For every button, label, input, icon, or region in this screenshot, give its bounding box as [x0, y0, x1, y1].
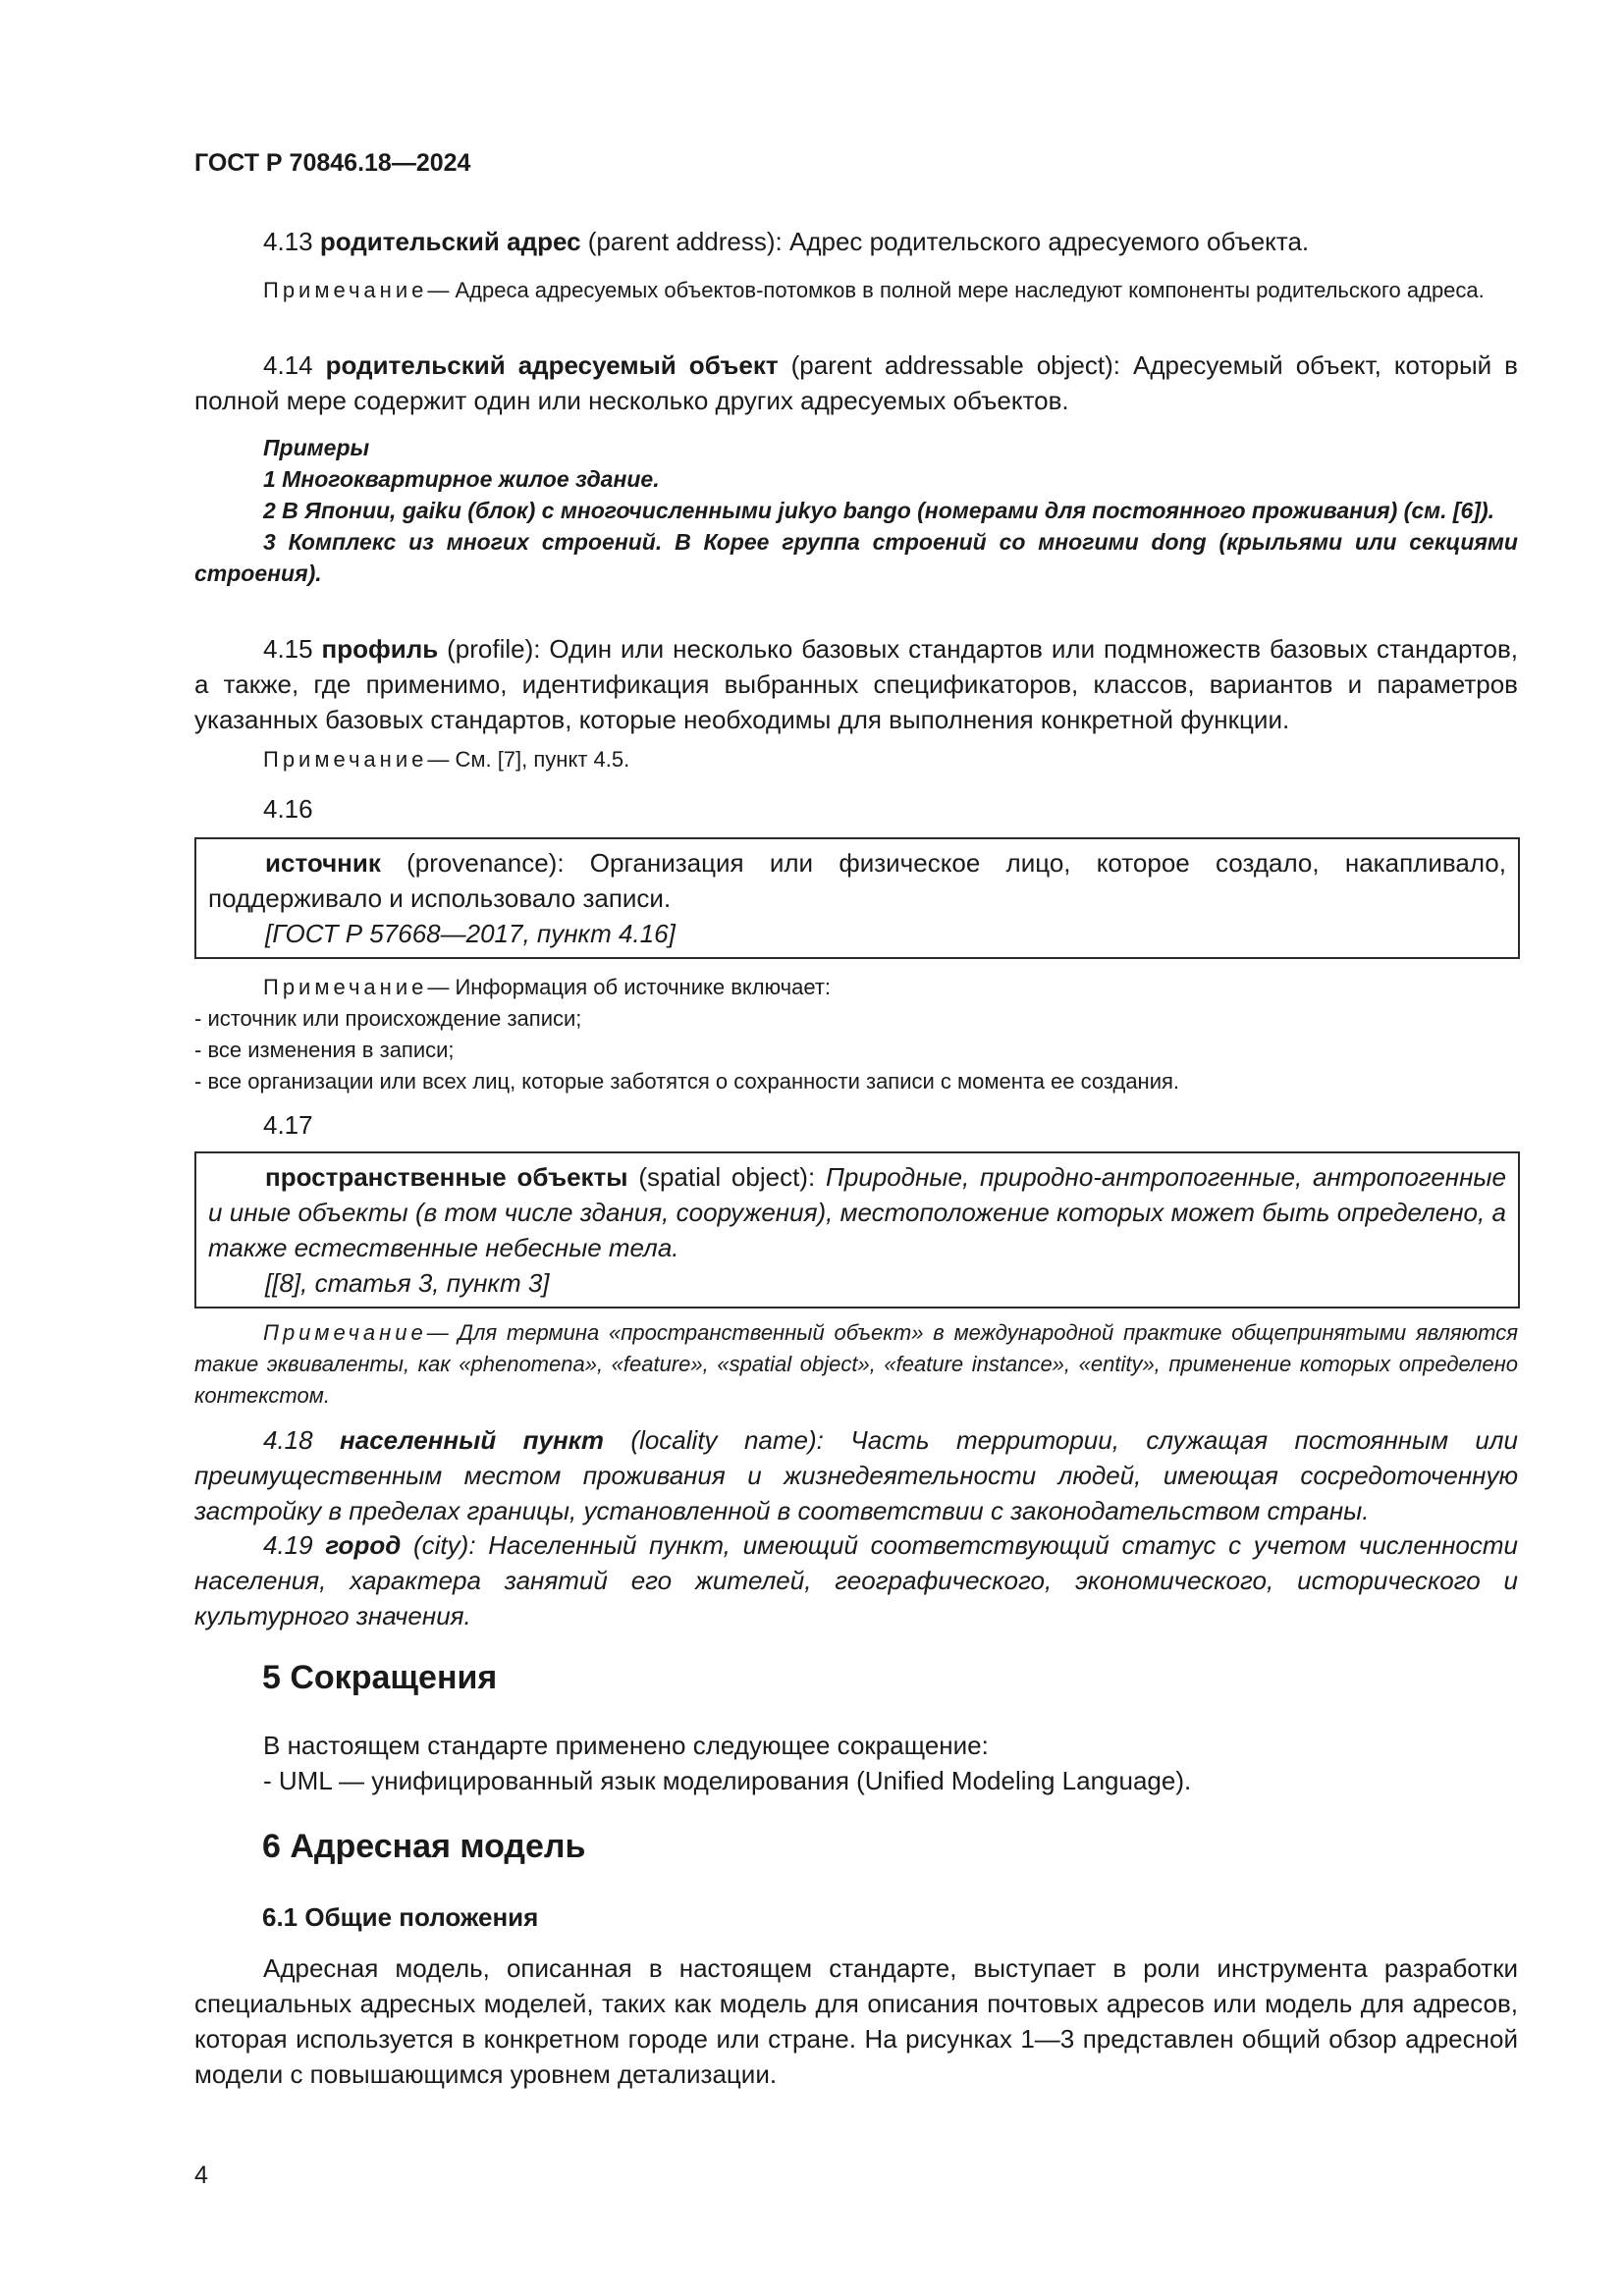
list-item: - все организации или всех лиц, которые заботятся о сохранности записи с момента ее создания. [194, 1069, 1180, 1094]
note-text: — Для термина «пространственный объект» в международной практике общепринятыми являются такие эквиваленты, как «phenomena», «feature», «spatial object», «feature instance», «entity», применение которых определено контекстом. [194, 1320, 1518, 1408]
term-definition: Природные, природно-антропогенные, антропогенные и иные объекты (в том числе здания, сооружения), местоположение которых может быть определено, а также естественные небесные тела. [208, 1162, 1506, 1262]
term-source: [ГОСТ Р 57668—2017, пункт 4.16] [265, 919, 676, 948]
term-english: (profile): [447, 634, 541, 664]
term-4-17 [208, 1159, 1506, 1265]
term-english: (city): [413, 1530, 476, 1560]
section-5-body [194, 1728, 1518, 1798]
section-6-1-text: Адресная модель, описанная в настоящем стандарте, выступает в роли инструмента разработки специальных адресных моделей, таких как модель для описания почтовых адресов или модель для адресов, которая используется в конкретном городе или стране. На рисунках 1—3 представлен общий обзор адресной модели с повышающимся уровнем детализации. [194, 1953, 1518, 2089]
examples-title: Примеры [263, 435, 370, 460]
note-label: Примечание [263, 975, 428, 999]
term-4-15 [194, 631, 1518, 737]
term-4-17-number: 4.17 [263, 1110, 313, 1140]
term-name: город [325, 1530, 402, 1560]
term-4-17-box [194, 1151, 1520, 1308]
note-label: Примечание [263, 1320, 427, 1345]
note-label: Примечание [263, 747, 428, 772]
list-item: - все изменения в записи; [194, 1038, 455, 1062]
term-4-19 [194, 1527, 1518, 1633]
examples-4-14 [194, 432, 1518, 589]
term-number: 4.19 [263, 1530, 313, 1560]
term-name: профиль [321, 634, 439, 664]
section-5-title: 5 Сокращения [262, 1659, 498, 1696]
term-english: (parent address): [587, 227, 783, 256]
term-number: 4.15 [263, 634, 313, 664]
section-6-1-title: 6.1 Общие положения [262, 1902, 539, 1932]
term-4-18 [194, 1422, 1518, 1528]
note-4-15 [194, 744, 1518, 775]
example-2: 2 В Японии, gaiku (блок) с многочисленными jukyo bango (номерами для постоянного проживания) (см. [6]). [263, 498, 1495, 523]
section-6-title: 6 Адресная модель [262, 1828, 586, 1865]
term-definition: Один или несколько базовых стандартов или подмножеств базовых стандартов, а также, где применимо, идентификация выбранных спецификаторов, классов, вариантов и параметров указанных базовых стандартов, которые необходимы для выполнения конкретной функции. [194, 634, 1519, 734]
term-4-16-box [194, 837, 1520, 959]
term-4-13 [194, 224, 1518, 259]
list-item: - источник или происхождение записи; [194, 1006, 582, 1031]
term-4-14 [194, 347, 1518, 418]
note-label: Примечание [263, 278, 428, 302]
term-name: родительский адресуемый объект [325, 350, 779, 380]
term-4-16-number: 4.16 [263, 794, 313, 824]
term-number: 4.13 [263, 227, 313, 256]
term-name: пространственные объекты [265, 1162, 628, 1192]
note-text: — Информация об источнике включает: [427, 975, 832, 999]
note-4-16 [194, 972, 1518, 1097]
term-name: источник [265, 848, 381, 878]
document-header: ГОСТ Р 70846.18—2024 [194, 149, 471, 177]
note-4-13 [194, 275, 1518, 306]
term-definition: Адрес родительского адресуемого объекта. [788, 227, 1310, 256]
example-1: 1 Многоквартирное жилое здание. [263, 466, 660, 492]
term-number: 4.14 [263, 350, 313, 380]
term-english: (spatial object): [638, 1162, 816, 1192]
note-4-17 [194, 1317, 1518, 1412]
section-5-item: - UML — унифицированный язык моделирования (Unified Modeling Language). [263, 1766, 1192, 1795]
term-source: [[8], статья 3, пункт 3] [265, 1268, 550, 1298]
note-text: — См. [7], пункт 4.5. [427, 747, 630, 772]
term-definition: Населенный пункт, имеющий соответствующий статус с учетом численности населения, характера занятий его жителей, географического, экономического, исторического и культурного значения. [194, 1530, 1518, 1630]
note-text: — Адреса адресуемых объектов-потомков в полной мере наследуют компоненты родительского адреса. [427, 278, 1485, 302]
term-name: населенный пункт [340, 1425, 604, 1455]
page-number: 4 [194, 2162, 208, 2189]
note-list [194, 1003, 1518, 1097]
example-3: 3 Комплекс из многих строений. В Корее группа строений со многими dong (крыльями или секциями строения). [194, 529, 1518, 586]
term-definition: Часть территории, служащая постоянным или преимущественным местом проживания и жизнедеятельности людей, имеющая сосредоточенную застройку в пределах границы, установленной в соответствии с законодательством страны. [194, 1425, 1519, 1525]
term-english: (provenance): [406, 848, 565, 878]
term-definition: Адресуемый объект, который в полной мере содержит один или несколько других адресуемых объектов. [194, 350, 1518, 415]
section-5-intro: В настоящем стандарте применено следующее сокращение: [263, 1731, 989, 1760]
term-english: (locality name): [630, 1425, 824, 1455]
term-definition: Организация или физическое лицо, которое создало, накапливало, поддерживало и использовало записи. [208, 848, 1506, 913]
term-name: родительский адрес [319, 227, 581, 256]
term-english: (parent addressable object): [790, 350, 1120, 380]
term-number: 4.18 [263, 1425, 313, 1455]
term-4-16 [208, 845, 1506, 916]
